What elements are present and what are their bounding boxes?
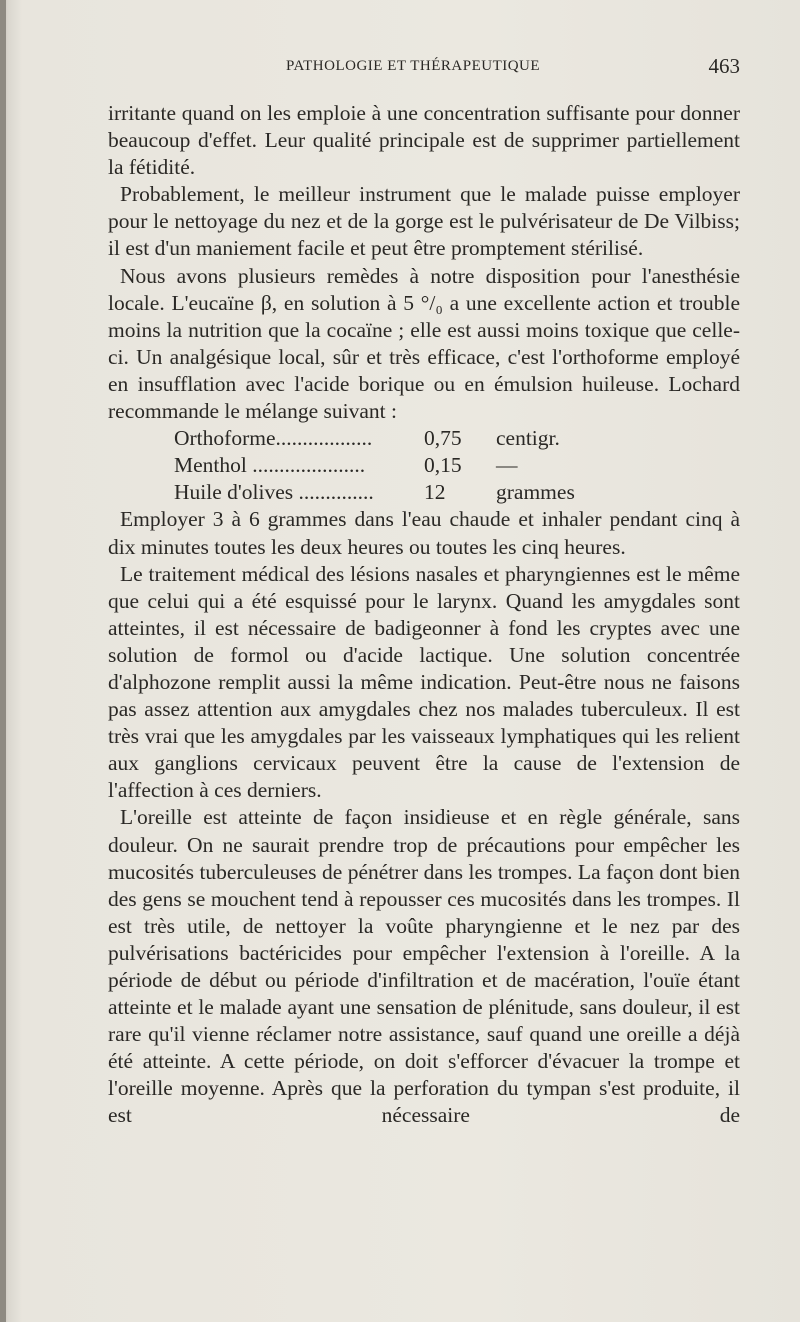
recipe-row xyxy=(108,479,740,506)
recipe-quantity: 0,75 xyxy=(424,426,462,451)
recipe-quantity: 0,15 xyxy=(424,453,462,478)
recipe-row xyxy=(108,452,740,479)
paragraph: L'oreille est atteinte de façon insidieuse et en règle générale, sans douleur. On ne saurait prendre trop de précautions pour empêcher les mucosités tuberculeuses de pénétrer dans les trompes. La façon dont bien des gens se mouchent tend à repousser ces mucosités dans les trompes. Il est très utile, de nettoyer la voûte pharyngienne et le nez par des pulvérisations bactéricides pour empêcher l'extension à l'oreille. A la période de début ou période d'infiltration et de macération, l'ouïe étant atteinte et le malade ayant une sensation de plénitude, sans douleur, il est rare qu'il vienne réclamer notre assistance, sauf quand une oreille a déjà été atteinte. A cette période, on doit s'efforcer d'évacuer la trompe et l'oreille moyenne. Après que la perforation du tympan s'est produite, il est nécessaire de xyxy=(108,805,740,1128)
paragraph: Employer 3 à 6 grammes dans l'eau chaude et inhaler pendant cinq à dix minutes toutes les deux heures ou toutes les cinq heures. xyxy=(108,507,740,559)
running-title: PATHOLOGIE ET THÉRAPEUTIQUE xyxy=(286,58,541,74)
recipe-quantity: 12 xyxy=(424,480,446,505)
recipe-table xyxy=(108,425,740,506)
paragraph: Nous avons plusieurs remèdes à notre disposition pour l'anesthésie locale. L'eucaïne β, en solution à 5 °/₀ a une excellente action et trouble moins la nutrition que la cocaïne ; elle est aussi moins toxique que celle-ci. Un analgésique local, sûr et très efficace, c'est l'orthoforme employé en insufflation avec l'acide borique ou en émulsion huileuse. Lochard recommande le mélange suivant : xyxy=(108,263,740,424)
recipe-unit: — xyxy=(496,453,518,478)
body-text xyxy=(108,100,740,1130)
paragraph: Probablement, le meilleur instrument que le malade puisse employer pour le nettoyage du nez et de la gorge est le pulvérisateur de De Vilbiss; il est d'un maniement facile et peut être promptement stérilisé. xyxy=(108,182,740,261)
recipe-ingredient: Menthol ..................... xyxy=(174,453,366,478)
paragraph: irritante quand on les emploie à une concentration suffisante pour donner beaucoup d'effet. Leur qualité principale est de supprimer partiellement la fétidité. xyxy=(108,101,740,180)
paragraph: Le traitement médical des lésions nasales et pharyngiennes est le même que celui qui a été esquissé pour le larynx. Quand les amygdales sont atteintes, il est nécessaire de badigeonner à fond les cryptes avec une solution de formol ou d'acide lactique. Une solution concentrée d'alphozone remplit aussi la même indication. Peut-être nous ne faisons pas assez attention aux amygdales chez nos malades tuberculeux. Il est très vrai que les amygdales par les vaisseaux lymphatiques qui les relient aux ganglions cervicaux peuvent être la cause de l'extension de l'affection à ces derniers. xyxy=(108,561,740,803)
page-edge xyxy=(0,0,6,1322)
page-header xyxy=(108,56,740,84)
recipe-row xyxy=(108,425,740,452)
page-number: 463 xyxy=(708,54,740,78)
recipe-ingredient: Huile d'olives .............. xyxy=(174,480,374,505)
recipe-ingredient: Orthoforme.................. xyxy=(174,426,373,451)
recipe-unit: grammes xyxy=(496,480,575,505)
recipe-unit: centigr. xyxy=(496,426,560,451)
